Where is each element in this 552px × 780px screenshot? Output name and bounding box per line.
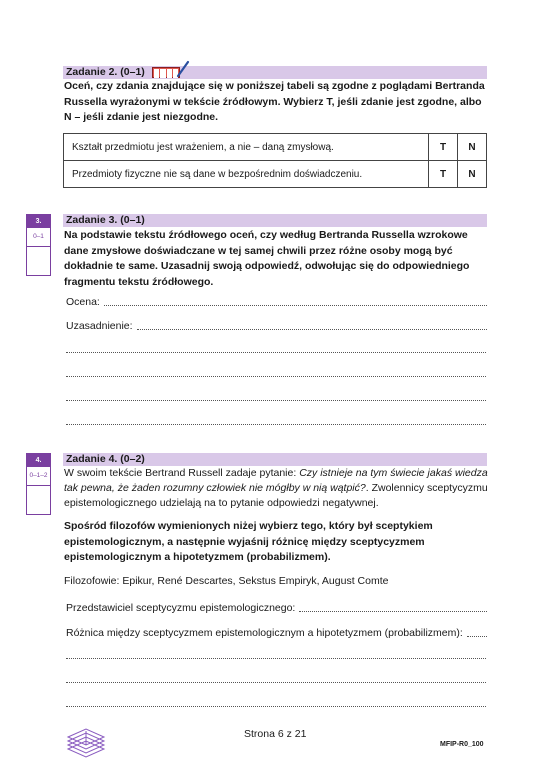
- philosophers-list: Filozofowie: Epikur, René Descartes, Sekstus Empiryk, August Comte: [64, 575, 389, 587]
- ocena-label: Ocena:: [66, 296, 100, 308]
- answer-line[interactable]: [66, 352, 486, 353]
- answer-false-option[interactable]: N: [458, 161, 487, 188]
- answer-line[interactable]: [66, 376, 486, 377]
- pen-icon: [176, 60, 190, 78]
- uzasadnienie-answer-line[interactable]: [66, 320, 487, 333]
- answer-line[interactable]: [66, 706, 486, 707]
- task-2-instruction: Oceń, czy zdania znajdujące się w poniższej tabeli są zgodne z poglądami Bertranda Russella wyrażonymi w tekście źródłowym. Wybierz T, jeśli zdanie jest zgodne, albo N – jeśli zdanie jest niezgodne.: [64, 80, 485, 123]
- ocena-answer-line[interactable]: [66, 296, 487, 309]
- score-field[interactable]: [27, 486, 50, 514]
- task-4-intro: [64, 466, 489, 511]
- task-3-score-box: [26, 214, 51, 276]
- statement-cell: Przedmioty fizyczne nie są dane w bezpośrednim doświadczeniu.: [64, 161, 429, 188]
- answer-line[interactable]: [66, 658, 486, 659]
- russell-question: Czy istnieje na tym świecie jakaś wiedza tak pewna, że żaden rozumny człowiek nie mógłby w nią wątpić?: [64, 467, 488, 494]
- task-3-title: Zadanie 3. (0–1): [66, 214, 145, 226]
- answer-true-option[interactable]: T: [429, 134, 458, 161]
- answer-line[interactable]: [66, 400, 486, 401]
- page-number: Strona 6 z 21: [244, 728, 307, 740]
- answer-line[interactable]: [66, 682, 486, 683]
- intro-text: W swoim tekście Bertrand Russell zadaje pytanie:: [64, 467, 300, 479]
- table-row: [64, 134, 487, 161]
- points-scale: 0–1: [27, 228, 50, 247]
- true-false-table: [63, 133, 487, 188]
- table-row: [64, 161, 487, 188]
- task-2-title: Zadanie 2. (0–1): [66, 66, 145, 78]
- difference-label: Różnica między sceptycyzmem epistemologicznym a hipotetyzmem (probabilizmem):: [66, 627, 463, 639]
- representative-label: Przedstawiciel sceptycyzmu epistemologicznego:: [66, 602, 296, 614]
- statement-cell: Kształt przedmiotu jest wrażeniem, a nie – daną zmysłową.: [64, 134, 429, 161]
- answer-false-option[interactable]: N: [458, 134, 487, 161]
- task-4-title: Zadanie 4. (0–2): [66, 453, 145, 465]
- answer-true-option[interactable]: T: [429, 161, 458, 188]
- document-code: MFIP-R0_100: [440, 741, 484, 748]
- score-field[interactable]: [27, 247, 50, 275]
- uzasadnienie-label: Uzasadnienie:: [66, 320, 133, 332]
- points-scale: 0–1–2: [27, 467, 50, 486]
- exam-logo-icon: [64, 725, 108, 761]
- representative-answer-line[interactable]: [66, 602, 487, 615]
- task-4-instruction: Spośród filozofów wymienionych niżej wybierz tego, który był sceptykiem epistemologicznym, a następnie wyjaśnij różnicę między sceptycyzmem epistemologicznym a hipotetyzmem (probabilizmem).: [64, 520, 433, 563]
- task-4-score-box: [26, 453, 51, 515]
- difference-answer-line[interactable]: [66, 627, 487, 640]
- answer-line[interactable]: [66, 424, 486, 425]
- task-number: 4.: [27, 454, 50, 467]
- task-number: 3.: [27, 215, 50, 228]
- task-3-instruction: Na podstawie tekstu źródłowego oceń, czy według Bertranda Russella wzrokowe dane zmysłowe doświadczane w tej samej chwili przez różne osoby mogą być dokładnie te same. Uzasadnij swoją odpowiedź, odwołując się do odpowiedniego fragmentu tekstu źródłowego.: [64, 229, 470, 288]
- intro-text-rest: . Zwolennicy sceptycyzmu epistemologicznego udzielają na to pytanie odpowiedzi negatywnej.: [64, 482, 488, 509]
